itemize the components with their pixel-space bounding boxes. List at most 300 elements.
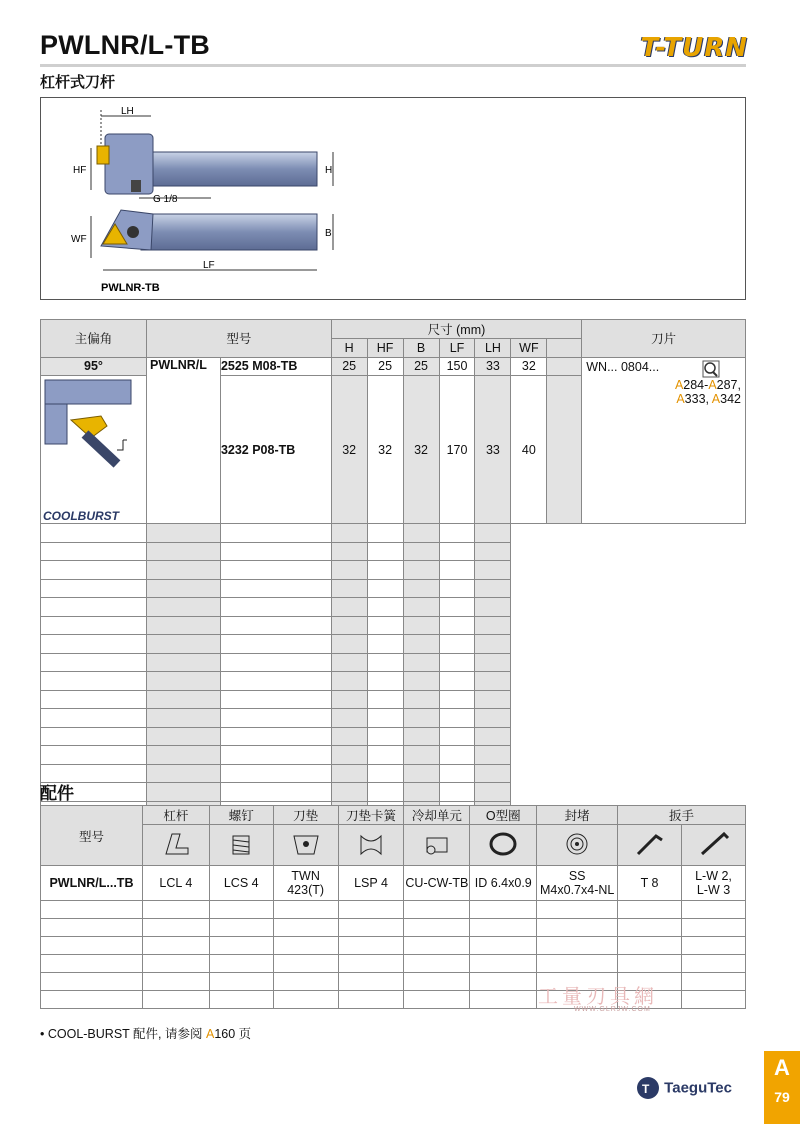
empty-cell: [146, 616, 220, 635]
empty-cell: [404, 991, 470, 1009]
empty-cell: [142, 973, 209, 991]
empty-cell: [41, 901, 143, 919]
accessories-table: [40, 805, 746, 1009]
tool-holder-table: [40, 319, 746, 857]
empty-cell: [367, 709, 403, 728]
table-row-empty: [41, 919, 746, 937]
dim-label-lf: LF: [203, 260, 215, 271]
dim-label-b: B: [325, 228, 332, 239]
empty-cell: [618, 937, 682, 955]
taegutec-emblem-icon: [636, 1076, 660, 1100]
empty-cell: [146, 598, 220, 617]
table-row-empty: [41, 598, 746, 617]
table-row-empty: [41, 561, 746, 580]
cell-lf: 150: [439, 357, 475, 376]
empty-cell: [331, 746, 367, 765]
empty-cell: [209, 973, 273, 991]
model-code: 2525 M08-TB: [220, 357, 331, 376]
empty-cell: [209, 919, 273, 937]
o-ring-icon: [470, 825, 537, 866]
empty-cell: [220, 616, 331, 635]
empty-cell: [682, 919, 746, 937]
empty-cell: [273, 955, 338, 973]
empty-cell: [331, 727, 367, 746]
section-tab: [764, 1051, 800, 1124]
acc-plug: [537, 866, 618, 901]
empty-cell: [331, 635, 367, 654]
empty-cell: [367, 783, 403, 802]
diagram-caption: PWLNR-TB: [101, 282, 160, 294]
empty-cell: [220, 635, 331, 654]
acc-header-clip: 刀垫卡簧: [338, 806, 404, 825]
empty-cell: [403, 598, 439, 617]
acc-plug-line2: M4x0.7x4-NL: [540, 883, 615, 897]
empty-cell: [142, 991, 209, 1009]
empty-cell: [475, 783, 511, 802]
empty-cell: [475, 598, 511, 617]
acc-clip: LSP 4: [338, 866, 404, 901]
title-rule: [40, 64, 746, 67]
empty-cell: [475, 579, 511, 598]
dim-label-g: G 1/8: [153, 194, 178, 205]
empty-cell: [146, 542, 220, 561]
empty-cell: [403, 579, 439, 598]
empty-cell: [273, 991, 338, 1009]
empty-cell: [338, 973, 404, 991]
empty-cell: [41, 727, 147, 746]
empty-cell: [403, 764, 439, 783]
empty-cell: [537, 919, 618, 937]
empty-cell: [331, 524, 367, 543]
empty-cell: [146, 561, 220, 580]
acc-header-screw: 螺钉: [209, 806, 273, 825]
page-title: PWLNR/L-TB: [40, 30, 210, 60]
empty-cell: [403, 727, 439, 746]
ref-page: 333,: [684, 391, 712, 406]
tool-drawing: [41, 98, 745, 299]
empty-cell: [146, 690, 220, 709]
empty-cell: [146, 635, 220, 654]
empty-cell: [41, 973, 143, 991]
acc-wrench-2: [682, 866, 746, 901]
page-subtitle: 杠杆式刀杆: [40, 74, 116, 91]
coolburst-logo: COOLBURST: [43, 509, 119, 523]
table-row-empty: [41, 955, 746, 973]
table-row-empty: [41, 783, 746, 802]
empty-cell: [475, 542, 511, 561]
empty-cell: [41, 991, 143, 1009]
dim-label-h: H: [325, 165, 333, 176]
table-row-empty: [41, 764, 746, 783]
empty-cell: [331, 764, 367, 783]
magnifier-icon[interactable]: [701, 360, 721, 381]
insert-ref-2[interactable]: [586, 392, 741, 406]
empty-cell: [475, 746, 511, 765]
empty-cell: [439, 616, 475, 635]
table-row-empty: [41, 901, 746, 919]
empty-cell: [439, 524, 475, 543]
empty-cell: [220, 524, 331, 543]
plug-icon: [537, 825, 618, 866]
cell-wf: 40: [511, 376, 547, 524]
acc-header-shim: 刀垫: [273, 806, 338, 825]
model-code: 3232 P08-TB: [220, 376, 331, 524]
header-insert: 刀片: [582, 320, 746, 358]
acc-wrench2-line1: L-W 2,: [695, 869, 732, 883]
empty-cell: [470, 937, 537, 955]
empty-cell: [403, 635, 439, 654]
hex-key-icon: [682, 825, 746, 866]
empty-cell: [41, 616, 147, 635]
clip-icon: [338, 825, 404, 866]
empty-cell: [439, 653, 475, 672]
empty-cell: [475, 653, 511, 672]
empty-cell: [475, 690, 511, 709]
empty-cell: [146, 672, 220, 691]
empty-cell: [331, 690, 367, 709]
empty-cell: [331, 542, 367, 561]
empty-cell: [209, 955, 273, 973]
lever-icon: [142, 825, 209, 866]
empty-cell: [273, 973, 338, 991]
empty-cell: [403, 709, 439, 728]
empty-cell: [220, 598, 331, 617]
empty-cell: [403, 616, 439, 635]
empty-cell: [537, 937, 618, 955]
acc-wrench2-line2: L-W 3: [696, 883, 731, 897]
angle-illustration-cell: [41, 376, 147, 524]
empty-cell: [475, 672, 511, 691]
ref-prefix: A: [674, 377, 684, 392]
empty-cell: [367, 598, 403, 617]
empty-cell: [146, 727, 220, 746]
empty-cell: [367, 653, 403, 672]
empty-cell: [618, 919, 682, 937]
dim-label-hf: HF: [73, 165, 87, 176]
acc-cooling: CU-CW-TB: [404, 866, 470, 901]
empty-cell: [470, 901, 537, 919]
cell-hf: 25: [367, 357, 403, 376]
empty-cell: [220, 727, 331, 746]
empty-cell: [220, 783, 331, 802]
empty-cell: [209, 937, 273, 955]
table-row-empty: [41, 635, 746, 654]
empty-cell: [439, 635, 475, 654]
watermark: 工量刃具網: [538, 986, 658, 1008]
empty-cell: [142, 919, 209, 937]
empty-cell: [403, 746, 439, 765]
empty-cell: [220, 764, 331, 783]
acc-screw: LCS 4: [209, 866, 273, 901]
empty-cell: [41, 955, 143, 973]
watermark-url: WWW.GLRJW.COM: [574, 1006, 651, 1013]
accessories-title: 配件: [40, 784, 74, 803]
taegutec-logo: [636, 1076, 732, 1100]
cell-b: 25: [403, 357, 439, 376]
empty-cell: [475, 635, 511, 654]
empty-cell: [331, 579, 367, 598]
empty-cell: [403, 524, 439, 543]
acc-header-wrench: 扳手: [618, 806, 746, 825]
acc-shim-line1: TWN: [291, 869, 320, 883]
empty-cell: [618, 901, 682, 919]
empty-cell: [367, 616, 403, 635]
empty-cell: [403, 653, 439, 672]
model-prefix: PWLNR/L: [146, 357, 220, 524]
header-dimensions: 尺寸 (mm): [331, 320, 582, 339]
empty-cell: [470, 919, 537, 937]
empty-cell: [41, 542, 147, 561]
cell-h: 32: [331, 376, 367, 524]
empty-cell: [404, 919, 470, 937]
empty-cell: [338, 991, 404, 1009]
footnote-ref-page: 160 页: [214, 1027, 252, 1041]
empty-cell: [403, 672, 439, 691]
footnote: [40, 1024, 251, 1042]
cutting-angle-icon: [41, 376, 145, 506]
footnote-ref-prefix: A: [205, 1027, 215, 1041]
empty-cell: [682, 901, 746, 919]
page-number: 79: [774, 1089, 790, 1105]
footnote-text: • COOL-BURST 配件, 请参阅: [40, 1027, 206, 1041]
empty-cell: [146, 709, 220, 728]
dim-label-lh: LH: [121, 106, 134, 117]
acc-wrench-1: T 8: [618, 866, 682, 901]
empty-cell: [404, 973, 470, 991]
empty-cell: [41, 598, 147, 617]
header-h: H: [331, 339, 367, 358]
table-row-empty: [41, 672, 746, 691]
empty-cell: [367, 635, 403, 654]
cell-b: 32: [403, 376, 439, 524]
tool-diagram: [40, 97, 746, 300]
empty-cell: [220, 653, 331, 672]
empty-cell: [220, 542, 331, 561]
empty-cell: [146, 746, 220, 765]
empty-cell: [475, 764, 511, 783]
empty-cell: [475, 709, 511, 728]
empty-cell: [470, 973, 537, 991]
table-row-empty: [41, 579, 746, 598]
ref-prefix: A: [711, 391, 721, 406]
empty-cell: [338, 955, 404, 973]
empty-cell: [273, 901, 338, 919]
header-model: 型号: [146, 320, 331, 358]
table-row-empty: [41, 709, 746, 728]
empty-cell: [439, 579, 475, 598]
empty-cell: [41, 690, 147, 709]
empty-cell: [439, 672, 475, 691]
cell-lh: 33: [475, 357, 511, 376]
empty-cell: [439, 783, 475, 802]
empty-cell: [367, 524, 403, 543]
empty-cell: [209, 901, 273, 919]
acc-header-oring: O型圈: [470, 806, 537, 825]
table-row: [41, 357, 746, 376]
insert-cell: [582, 357, 746, 524]
shim-icon: [273, 825, 338, 866]
empty-cell: [331, 783, 367, 802]
empty-cell: [273, 919, 338, 937]
insert-code: WN... 0804...: [586, 359, 660, 374]
table-row-empty: [41, 542, 746, 561]
header-b: B: [403, 339, 439, 358]
dim-label-wf: WF: [71, 234, 87, 245]
table-row: [41, 866, 746, 901]
empty-cell: [537, 955, 618, 973]
empty-cell: [209, 991, 273, 1009]
empty-cell: [618, 955, 682, 973]
screw-icon: [209, 825, 273, 866]
table-row-empty: [41, 653, 746, 672]
table-row-empty: [41, 616, 746, 635]
angle-value: 95°: [41, 357, 147, 376]
cell-hf: 32: [367, 376, 403, 524]
empty-cell: [404, 937, 470, 955]
ref-page: 287,: [716, 377, 741, 392]
acc-shim: [273, 866, 338, 901]
empty-cell: [338, 919, 404, 937]
empty-cell: [403, 561, 439, 580]
empty-cell: [146, 653, 220, 672]
empty-cell: [470, 955, 537, 973]
empty-cell: [682, 973, 746, 991]
acc-lever: LCL 4: [142, 866, 209, 901]
table-row-empty: [41, 727, 746, 746]
cooling-unit-icon: [404, 825, 470, 866]
empty-cell: [475, 561, 511, 580]
empty-cell: [367, 746, 403, 765]
empty-cell: [439, 746, 475, 765]
empty-cell: [439, 764, 475, 783]
empty-cell: [41, 635, 147, 654]
empty-cell: [41, 919, 143, 937]
empty-cell: [331, 672, 367, 691]
svg-text:T: T: [642, 1082, 650, 1096]
header-lf: LF: [439, 339, 475, 358]
empty-cell: [404, 955, 470, 973]
empty-cell: [142, 901, 209, 919]
empty-cell: [404, 901, 470, 919]
table-row-empty: [41, 937, 746, 955]
section-letter: A: [774, 1055, 790, 1080]
empty-cell: [146, 524, 220, 543]
empty-cell: [439, 598, 475, 617]
cell-spare: [547, 357, 582, 376]
acc-model: PWLNR/L...TB: [41, 866, 143, 901]
cell-h: 25: [331, 357, 367, 376]
header-lh: LH: [475, 339, 511, 358]
empty-cell: [475, 727, 511, 746]
empty-cell: [220, 561, 331, 580]
empty-cell: [475, 616, 511, 635]
acc-header-plug: 封堵: [537, 806, 618, 825]
empty-cell: [273, 937, 338, 955]
empty-cell: [41, 524, 147, 543]
ref-prefix: A: [708, 377, 717, 392]
cell-lh: 33: [475, 376, 511, 524]
empty-cell: [142, 937, 209, 955]
t-turn-logo: T-TURN: [640, 33, 748, 63]
empty-cell: [367, 690, 403, 709]
empty-cell: [41, 653, 147, 672]
logo-text: TaeguTec: [664, 1079, 732, 1097]
empty-cell: [439, 561, 475, 580]
empty-cell: [682, 937, 746, 955]
empty-cell: [41, 672, 147, 691]
empty-cell: [367, 542, 403, 561]
header-wf: WF: [511, 339, 547, 358]
empty-cell: [146, 579, 220, 598]
table-row-empty: [41, 690, 746, 709]
cell-spare: [547, 376, 582, 524]
empty-cell: [41, 579, 147, 598]
empty-cell: [220, 690, 331, 709]
empty-cell: [41, 746, 147, 765]
acc-header-cooling: 冷却单元: [404, 806, 470, 825]
empty-cell: [403, 542, 439, 561]
empty-cell: [331, 598, 367, 617]
empty-cell: [338, 937, 404, 955]
empty-cell: [331, 653, 367, 672]
empty-cell: [146, 783, 220, 802]
acc-oring: ID 6.4x0.9: [470, 866, 537, 901]
empty-cell: [331, 616, 367, 635]
cell-wf: 32: [511, 357, 547, 376]
empty-cell: [367, 561, 403, 580]
empty-cell: [682, 955, 746, 973]
acc-header-lever: 杠杆: [142, 806, 209, 825]
empty-cell: [41, 937, 143, 955]
empty-cell: [220, 579, 331, 598]
empty-cell: [146, 764, 220, 783]
empty-cell: [470, 991, 537, 1009]
empty-cell: [403, 690, 439, 709]
header-spare: [547, 339, 582, 358]
empty-cell: [403, 783, 439, 802]
torx-wrench-icon: [618, 825, 682, 866]
empty-cell: [220, 709, 331, 728]
empty-cell: [331, 709, 367, 728]
empty-cell: [367, 672, 403, 691]
empty-cell: [367, 579, 403, 598]
table-row-empty: [41, 524, 746, 543]
empty-cell: [41, 561, 147, 580]
empty-cell: [439, 727, 475, 746]
acc-plug-line1: SS: [568, 869, 586, 883]
empty-cell: [439, 542, 475, 561]
empty-cell: [220, 746, 331, 765]
table-row-empty: [41, 746, 746, 765]
empty-cell: [367, 764, 403, 783]
empty-cell: [367, 727, 403, 746]
empty-cell: [439, 690, 475, 709]
empty-cell: [682, 991, 746, 1009]
ref-page: 284-: [683, 377, 709, 392]
header-hf: HF: [367, 339, 403, 358]
empty-cell: [331, 561, 367, 580]
empty-cell: [41, 709, 147, 728]
empty-cell: [475, 524, 511, 543]
empty-cell: [142, 955, 209, 973]
ref-page: 342: [720, 391, 741, 406]
empty-cell: [220, 672, 331, 691]
ref-prefix: A: [676, 391, 685, 406]
header-angle: 主偏角: [41, 320, 147, 358]
cell-lf: 170: [439, 376, 475, 524]
empty-cell: [338, 901, 404, 919]
empty-cell: [439, 709, 475, 728]
